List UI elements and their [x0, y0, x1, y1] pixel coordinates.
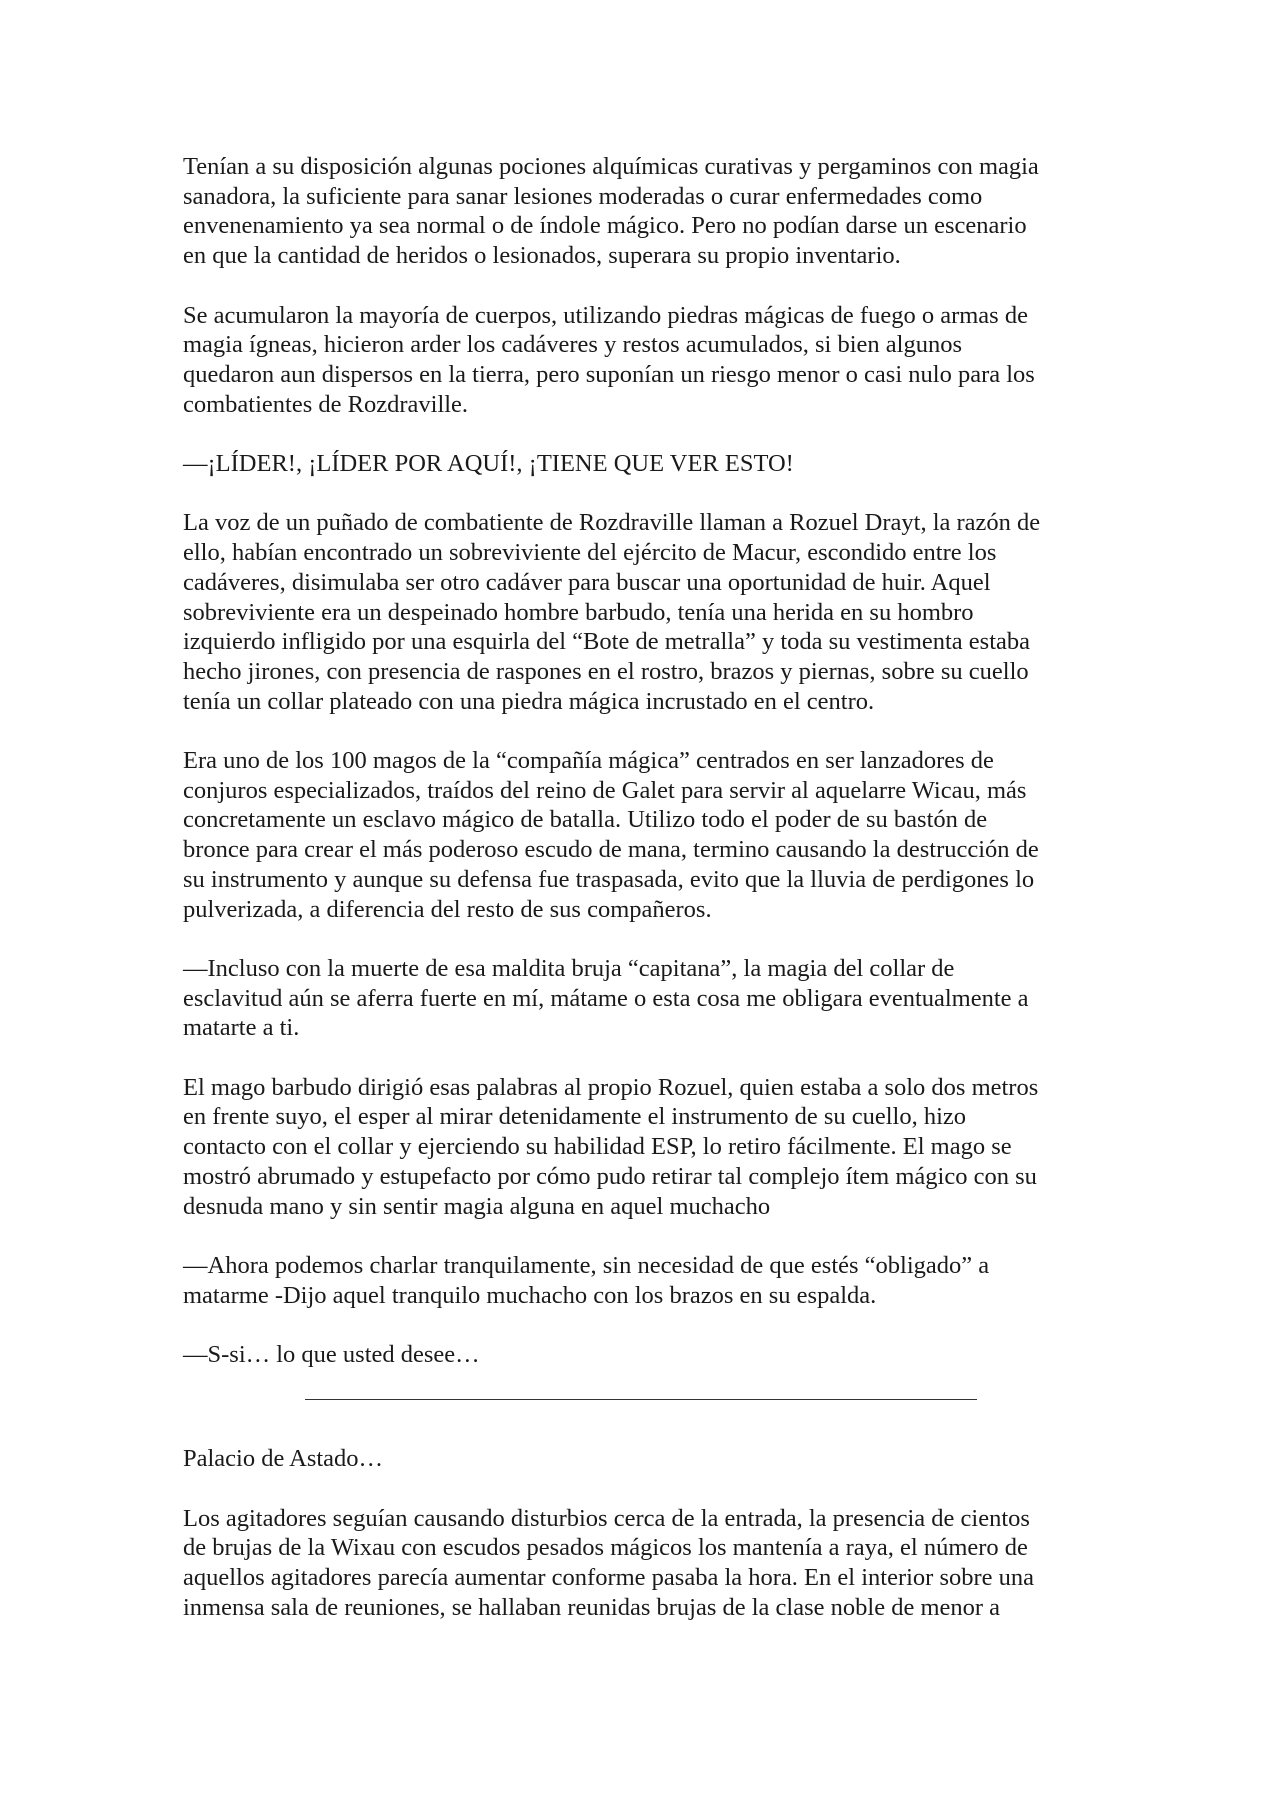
- paragraph: La voz de un puñado de combatiente de Rozdraville llaman a Rozuel Drayt, la razón de ello, habían encontrado un sobreviviente del ejército de Macur, escondido entre los cadáveres, disimulaba ser otro cadáver para buscar una oportunidad de huir. Aquel sobreviviente era un despeinado hombre barbudo, tenía una herida en su hombro izquierdo infligido por una esquirla del “Bote de metralla” y toda su vestimenta estaba hecho jirones, con presencia de raspones en el rostro, brazos y piernas, sobre su cuello tenía un collar plateado con una piedra mágica incrustado en el centro.: [183, 509, 1041, 715]
- paragraph: Se acumularon la mayoría de cuerpos, utilizando piedras mágicas de fuego o armas de magia ígneas, hicieron arder los cadáveres y restos acumulados, si bien algunos quedaron aun dispersos en la tierra, pero suponían un riesgo menor o casi nulo para los combatientes de Rozdraville.: [183, 301, 1035, 418]
- scene-heading: Palacio de Astado…: [183, 1445, 384, 1473]
- section-divider: [305, 1399, 977, 1400]
- paragraph: Los agitadores seguían causando disturbios cerca de la entrada, la presencia de cientos de brujas de la Wixau con escudos pesados mágicos los mantenía a raya, el número de aquellos agitadores parecía aumentar conforme pasaba la hora. En el interior sobre una inmensa sala de reuniones, se hallaban reunidas brujas de la clase noble de menor a: [183, 1504, 1035, 1621]
- dialogue-line: —Incluso con la muerte de esa maldita bruja “capitana”, la magia del collar de esclavitud aún se aferra fuerte en mí, mátame o esta cosa me obligara eventualmente a matarte a ti.: [183, 954, 1029, 1042]
- paragraph: Tenían a su disposición algunas pociones alquímicas curativas y pergaminos con magia sanadora, la suficiente para sanar lesiones moderadas o curar enfermedades como envenenamiento ya sea normal o de índole mágico. Pero no podían darse un escenario en que la cantidad de heridos o lesionados, superara su propio inventario.: [183, 153, 1039, 270]
- dialogue-line: —¡LÍDER!, ¡LÍDER POR AQUÍ!, ¡TIENE QUE VER ESTO!: [183, 450, 794, 477]
- paragraph: Era uno de los 100 magos de la “compañía mágica” centrados en ser lanzadores de conjuros especializados, traídos del reino de Galet para servir al aquelarre Wicau, más concretamente un esclavo mágico de batalla. Utilizo todo el poder de su bastón de bronce para crear el más poderoso escudo de mana, termino causando la destrucción de su instrumento y aunque su defensa fue traspasada, evito que la lluvia de perdigones lo pulverizada, a diferencia del resto de sus compañeros.: [183, 747, 1039, 923]
- dialogue-line: —S-si… lo que usted desee…: [183, 1341, 480, 1368]
- document-page: [183, 152, 1103, 1652]
- dialogue-line: —Ahora podemos charlar tranquilamente, sin necesidad de que estés “obligado” a matarme -Dijo aquel tranquilo muchacho con los brazos en su espalda.: [183, 1251, 990, 1309]
- paragraph: El mago barbudo dirigió esas palabras al propio Rozuel, quien estaba a solo dos metros en frente suyo, el esper al mirar detenidamente el instrumento de su cuello, hizo contacto con el collar y ejerciendo su habilidad ESP, lo retiro fácilmente. El mago se mostró abrumado y estupefacto por cómo pudo retirar tal complejo ítem mágico con su desnuda mano y sin sentir magia alguna en aquel muchacho: [183, 1073, 1039, 1220]
